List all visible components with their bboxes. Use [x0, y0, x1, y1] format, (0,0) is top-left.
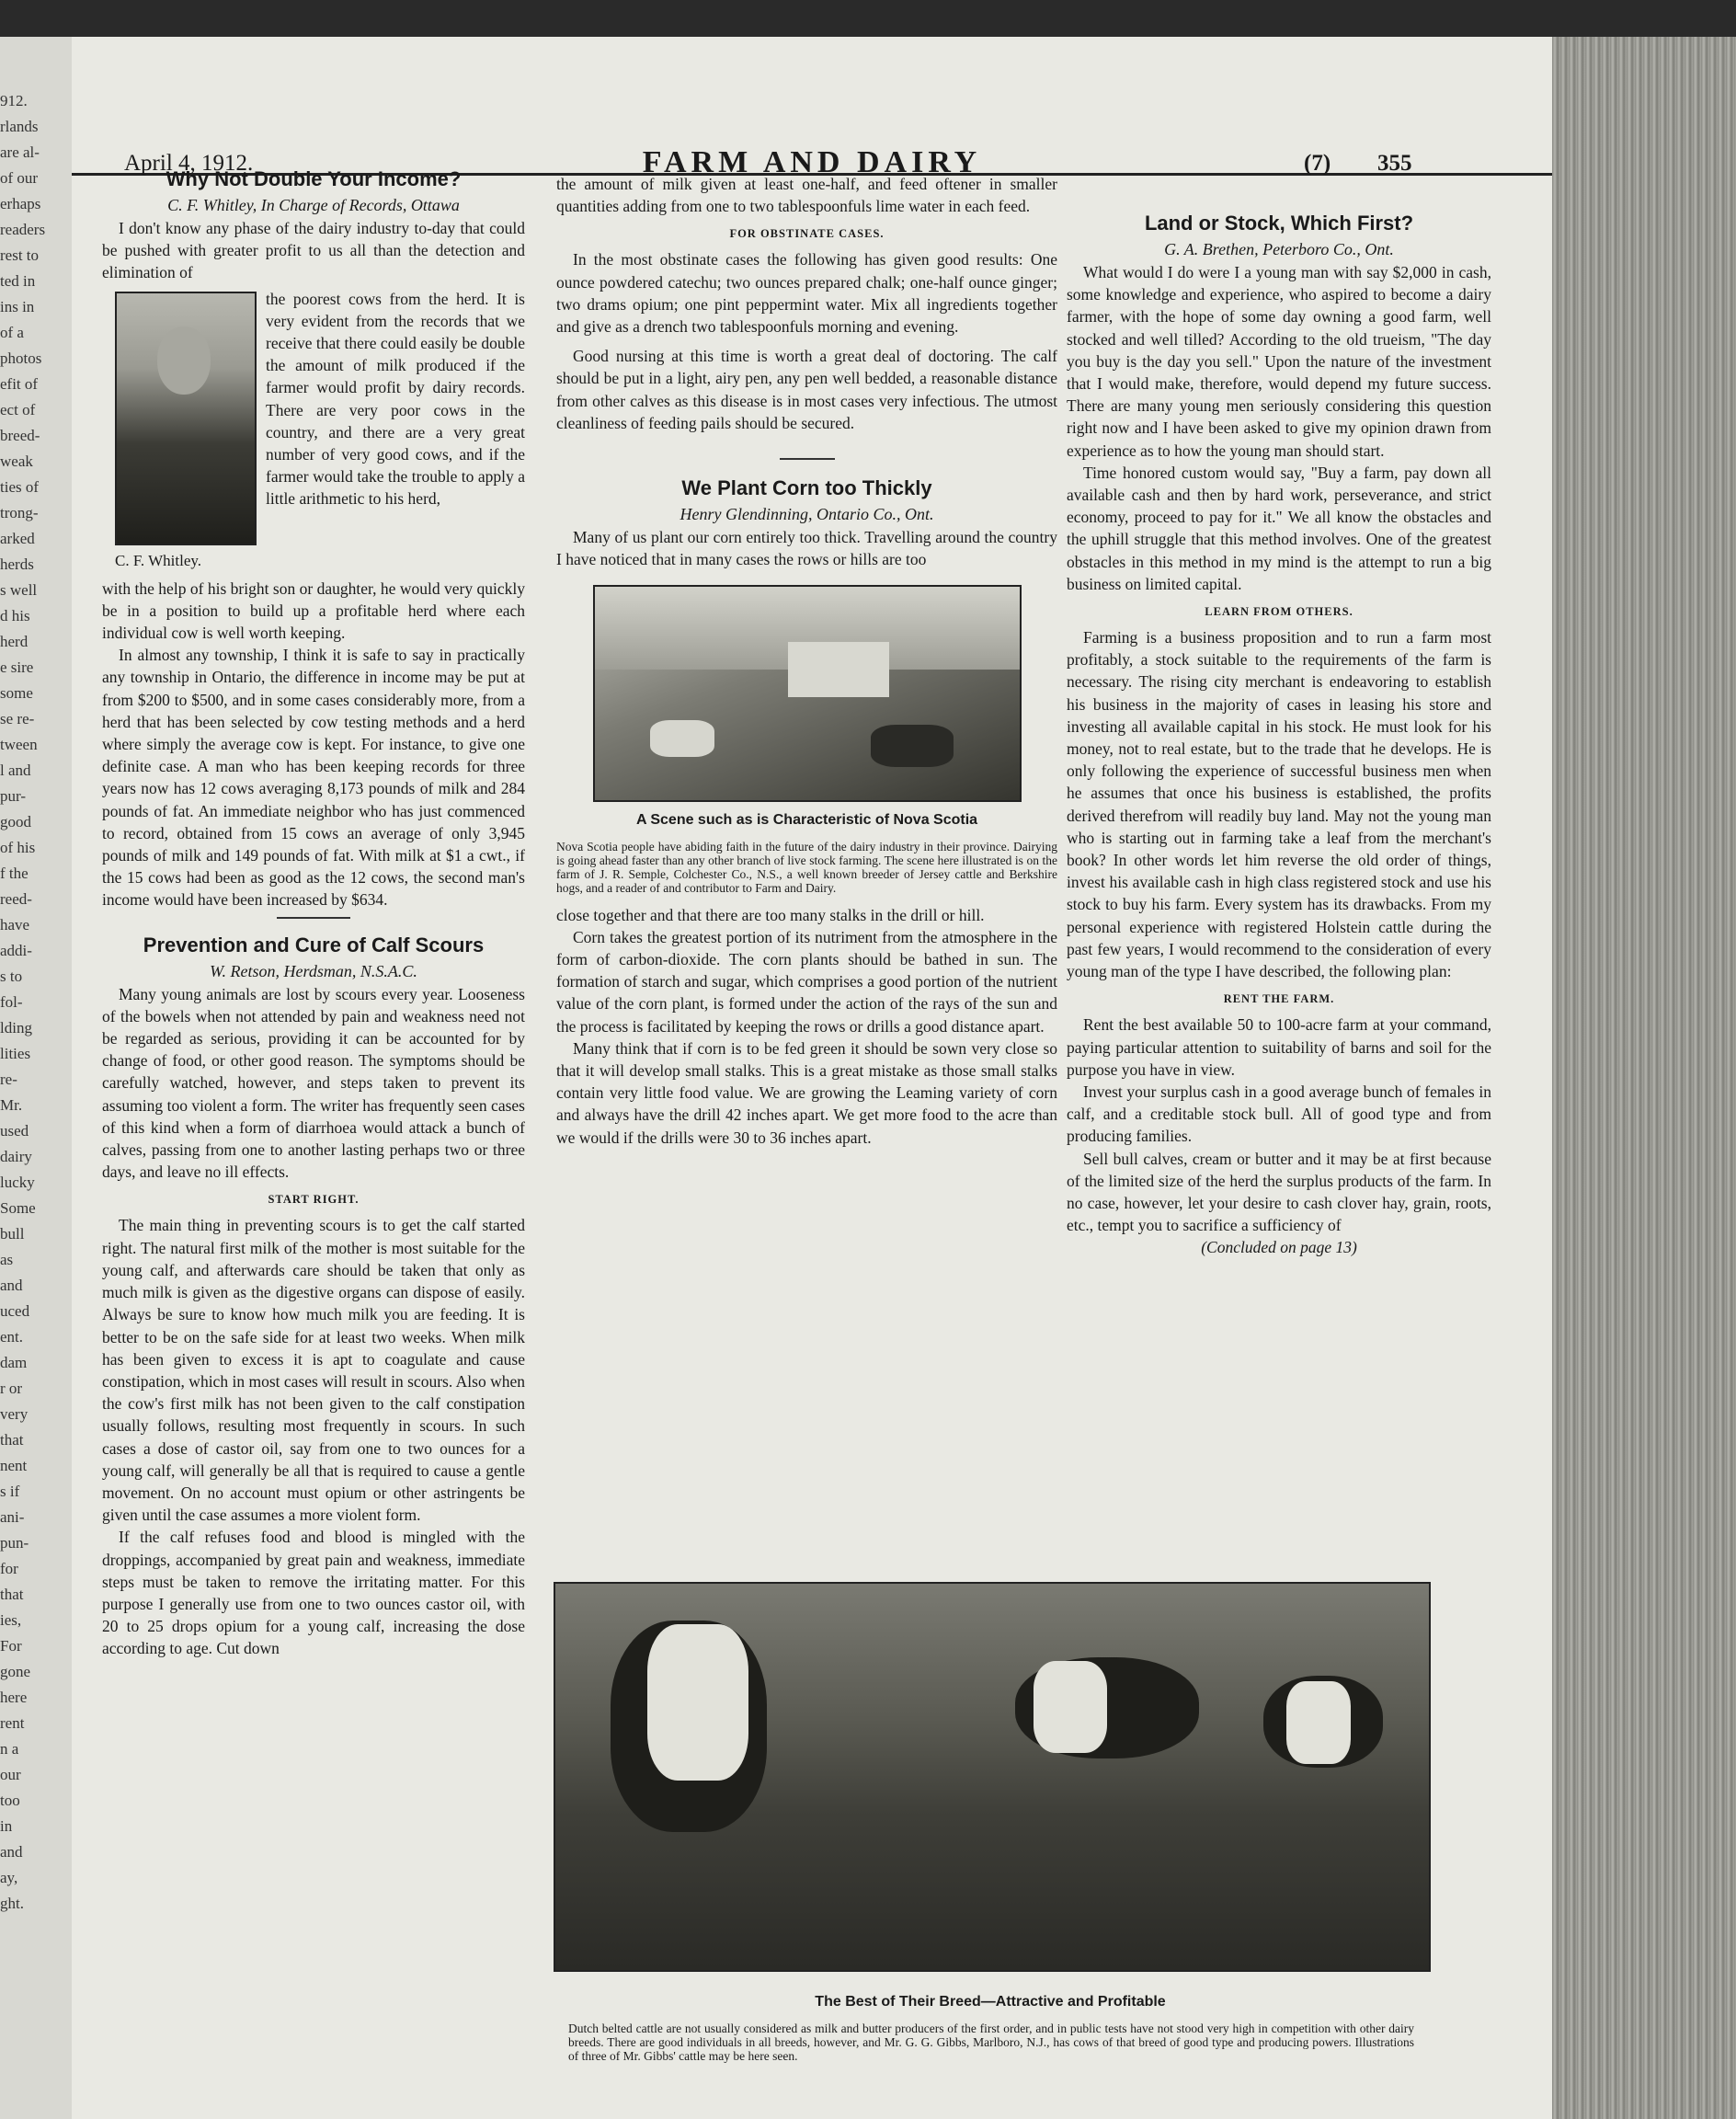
barn [788, 642, 889, 697]
subhead-start-right: START RIGHT. [268, 1193, 360, 1207]
article3-byline: Henry Glendinning, Ontario Co., Ont. [680, 505, 934, 524]
previous-page-fragment: have [0, 916, 30, 934]
article3-paragraph-3: Many think that if corn is to be fed green it should be sown very close so that it will develop small stalks. This is a great mistake as those small stalks contain very little food value. We are growing the Leaming variety of corn and always have the drill 42 inches apart. We get more food to the acre than we would if the drills were 30 to 36 inches apart. [556, 1038, 1057, 1147]
previous-page-fragment: weak [0, 452, 33, 470]
newspaper-page [72, 37, 1552, 2119]
previous-page-fragment: s if [0, 1483, 20, 1500]
portrait-photo [115, 292, 257, 545]
previous-page-fragment: tween [0, 736, 38, 753]
cow [871, 725, 954, 767]
subhead-learn-from-others: LEARN FROM OTHERS. [1205, 605, 1353, 619]
bottom-photo-title: The Best of Their Breed—Attractive and Profitable [815, 1994, 1166, 2010]
previous-page-fragment: dairy [0, 1148, 32, 1165]
previous-page-fragment: ted in [0, 272, 36, 290]
previous-page-fragment: se re- [0, 710, 35, 727]
article2-paragraph-4: the amount of milk given at least one-half, and feed oftener in smaller quantities adding from one to two tablespoonfuls lime water in each feed. [556, 175, 1057, 216]
previous-page-fragment: very [0, 1405, 29, 1423]
nova-scotia-photo [593, 585, 1022, 802]
previous-page-fragment: as [0, 1251, 14, 1268]
article4-paragraph-4: Rent the best available 50 to 100-acre farm at your command, paying particular attention to suitability of barns and soil for the purpose you have in view. [1067, 1015, 1491, 1079]
article2-paragraph-2: The main thing in preventing scours is to get the calf started right. The natural first milk of the mother is most suitable for the young calf, and afterwards care should be taken that only as much milk is given as the digestive organs can dispose of easily. Always be sure to know how much milk you are feeding. It is better to be on the safe side for at least two weeks. When milk has been given to excess it is apt to coagulate and cause constipation, which in most cases will result in scours. Also when the cow's first milk has not been given to the calf constipation usually follows, resulting most frequently in scours. In such cases a dose of castor oil, say from one to two ounces for a young calf, will generally be all that is required to cause a gentle movement. On no account must opium or other astringents be given until the case assumes a more violent form. [102, 1216, 525, 1525]
previous-page-fragment: fol- [0, 993, 23, 1011]
previous-page-fragment: efit of [0, 375, 39, 393]
article2-paragraph-6: Good nursing at this time is worth a great deal of doctoring. The calf should be put in a light, airy pen, any pen well bedded, a reasonable distance from other calves as this disease is in most cases very infectious. The utmost cleanliness of feeding pails should be secured. [556, 347, 1057, 432]
cow [650, 720, 714, 757]
article3-paragraph-2: Corn takes the greatest portion of its nutriment from the atmosphere in the form of carbon-dioxide. The corn plants should be bathed in sun. The formation of starch and sugar, which comprises a good portion of the nutrient value of the corn plant, is formed under the action of the rays of the sun and the process is facilitated by keeping the rows or drills a good distance apart. [556, 927, 1057, 1036]
article1-byline: C. F. Whitley, In Charge of Records, Ottawa [167, 196, 460, 214]
dutch-belted-cattle-photo [554, 1582, 1431, 1972]
previous-page-fragment: lding [0, 1019, 32, 1037]
previous-page-fragment: s to [0, 968, 23, 985]
previous-page-fragment: ins in [0, 298, 35, 315]
article1-paragraph-2: In almost any township, I think it is safe to say in practically any township in Ontario, the difference in income may be put at from $200 to $500, and in some cases considerably more, from a herd that has been selected by cow testing methods and a herd where simply the average cow is kept. For instance, to give one definite case. A man who has been keeping records for three years now has 12 cows averaging 8,173 pounds of milk and 284 pounds of fat. An immediate neighbor who has just commenced to record, obtained from 15 cows an average of only 3,945 pounds of milk and 149 pounds of fat. With milk at $1 a cwt., if the 15 cows had been as good as the 12 cows, the second man's income would have been increased by $634. [102, 646, 525, 910]
article4-paragraph-5: Invest your surplus cash in a good average bunch of females in calf, and a creditable stock bull. All of good type and from producing families. [1067, 1082, 1491, 1146]
previous-page-fragment: gone [0, 1663, 31, 1680]
previous-page-fragment: reed- [0, 890, 32, 908]
previous-page-fragment: herds [0, 556, 34, 573]
previous-page-fragment: some [0, 684, 33, 702]
article1-intro: I don't know any phase of the dairy industry to-day that could be pushed with greater profit to us all than the detection and elimination of [102, 219, 525, 282]
previous-page-fragment: uced [0, 1302, 30, 1320]
previous-page-fragment: l and [0, 762, 31, 779]
previous-page-fragment: are al- [0, 143, 40, 161]
article4-paragraph-2: Time honored custom would say, "Buy a farm, pay down all available cash and then by hard work, perseverance, and strict economy, proceed to pay for it." We all know the obstacles and the uphill struggle that this method involves. One of the greatest obstacles in this method in my mind is the attempt to run a big business on limited capital. [1067, 463, 1491, 593]
article1-title: Why Not Double Your Income? [166, 167, 462, 190]
article1-wrap-tail: with the help of his bright son or daughter, he would very quickly be in a position to build up a profitable herd where each individual cow is well worth keeping. [102, 578, 525, 643]
continued-notice: (Concluded on page 13) [1201, 1238, 1357, 1257]
previous-page-fragment: r or [0, 1380, 23, 1397]
article1-wrap-text: the poorest cows from the herd. It is very evident from the records that we receive that there could easily be double the amount of milk produced if the farmer would profit by dairy records. There are very poor cows in the country, and there are a very great number of very good cows, and if the farmer would take the trouble to apply a little arithmetic to his herd, [266, 289, 525, 509]
previous-page-fragment: ies, [0, 1611, 22, 1629]
previous-page-fragment: s well [0, 581, 38, 599]
article4-byline: G. A. Brethen, Peterboro Co., Ont. [1164, 240, 1394, 258]
previous-page-fragment: that [0, 1586, 24, 1603]
issue-date: April 4, 1912. [124, 151, 254, 176]
previous-page-fragment: for [0, 1560, 18, 1577]
previous-page-fragment: lucky [0, 1174, 35, 1191]
previous-page-fragment: n a [0, 1740, 19, 1758]
article3-title: We Plant Corn too Thickly [681, 476, 932, 500]
previous-page-fragment: photos [0, 349, 42, 367]
previous-page-fragment: lities [0, 1045, 31, 1062]
divider [277, 917, 350, 919]
divider [780, 458, 835, 460]
column-1 [102, 166, 525, 1660]
previous-page-fragment: Some [0, 1199, 36, 1217]
previous-page-fragment: nent [0, 1457, 28, 1474]
previous-page-fragment: dam [0, 1354, 28, 1371]
previous-page-fragment: in [0, 1817, 13, 1835]
previous-page-fragment: 912. [0, 92, 28, 109]
portrait-wrap [102, 288, 525, 578]
cow-belt [647, 1624, 748, 1781]
previous-page-fragment: that [0, 1431, 24, 1449]
article4-paragraph-3: Farming is a business proposition and to run a farm most profitably, a stock suitable to the requirements of the farm is necessary. The rising city merchant is endeavoring to establish his business in the majority of cases in leasing his store and investing all available capital in his stock. He must look for his money, not to real estate, but to the trade that he develops. He is only following the experience of successful business men when he assumes that once his business is established, the profits derived therefrom will readily buy land. May not the young man who is starting out in farming take a leaf from the merchant's book? In other words let him reverse the old order of things, invest his available cash in high class registered stock and use his stock to buy his farm. Every system has its drawbacks. From my personal experience with registered Holstein cattle during the past few years, I would recommend to the consideration of every young man of the type I have described, the following plan: [1067, 628, 1491, 981]
previous-page-fragment: herd [0, 633, 29, 650]
subhead-obstinate: FOR OBSTINATE CASES. [729, 227, 885, 241]
previous-page-fragment: d his [0, 607, 30, 624]
previous-page-fragment: ght. [0, 1895, 24, 1912]
previous-page-margin [0, 37, 72, 2119]
previous-page-fragment: of a [0, 324, 24, 341]
previous-page-fragment: and [0, 1277, 23, 1294]
article4-title: Land or Stock, Which First? [1144, 212, 1414, 235]
previous-page-fragment: erhaps [0, 195, 41, 212]
previous-page-fragment: trong- [0, 504, 39, 521]
section-page: (7) [1304, 151, 1331, 176]
previous-page-fragment: of our [0, 169, 39, 187]
previous-page-fragment: of his [0, 839, 36, 856]
previous-page-fragment: pun- [0, 1534, 29, 1552]
column-2 [556, 173, 1057, 1149]
article2-paragraph-1: Many young animals are lost by scours every year. Looseness of the bowels when not attended by pain and weakness need not be regarded as serious, providing it can be accounted for by change of food, or other good reason. The symptoms should be carefully watched, however, and steps taken to prevent its assuming too violent a form. The writer has frequently seen cases of this kind when a form of diarrhoea would attack a bunch of calves, passing from one to another lasting perhaps two or three days, and leave no ill effects. [102, 984, 525, 1182]
previous-page-fragment: rest to [0, 246, 40, 264]
previous-page-fragment: e sire [0, 659, 34, 676]
page-number: 355 [1377, 151, 1412, 176]
previous-page-fragment: ties of [0, 478, 40, 496]
article2-paragraph-5: In the most obstinate cases the following has given good results: One ounce powdered catechu; two ounces prepared chalk; one-half ounce ginger; two drams opium; one pint peppermint water. Mix all ingredients together and give as a drench two tablespoonfuls morning and evening. [556, 250, 1057, 337]
article2-title: Prevention and Cure of Calf Scours [143, 933, 485, 956]
page-stack-edge [1552, 37, 1736, 2119]
portrait-face [157, 326, 211, 395]
article2-byline: W. Retson, Herdsman, N.S.A.C. [210, 961, 417, 980]
article4-paragraph-6: Sell bull calves, cream or butter and it may be at first because of the limited size of the herd the surplus products of the farm. In no case, however, let your desire to cash clover hay, grain, roots, etc., tempt you to sacrifice a sufficiency of [1067, 1149, 1491, 1235]
previous-page-fragment: too [0, 1792, 20, 1809]
previous-page-fragment: Mr. [0, 1096, 23, 1114]
previous-page-fragment: ect of [0, 401, 36, 418]
previous-page-fragment: and [0, 1843, 23, 1861]
previous-page-fragment: addi- [0, 942, 32, 959]
previous-page-fragment: ay, [0, 1869, 18, 1886]
previous-page-fragment: used [0, 1122, 29, 1140]
cow-belt [1286, 1681, 1351, 1764]
previous-page-fragment: readers [0, 221, 46, 238]
article2-paragraph-3: If the calf refuses food and blood is mingled with the droppings, accompanied by great pain and weakness, immediate steps must be taken to remove the irritating matter. For this purpose I generally use from one to two ounces castor oil, with 20 to 25 drops opium for a young calf, increasing the dose according to age. Cut down [102, 1528, 525, 1658]
column-3 [1067, 210, 1491, 1259]
previous-page-fragment: arked [0, 530, 35, 547]
previous-page-fragment: here [0, 1689, 28, 1706]
bottom-photo-caption: Dutch belted cattle are not usually considered as milk and butter producers of the first order, and in public tests have not stood very high in competition with other dairy breeds. There are good individuals in all breeds, however, and Mr. G. G. Gibbs, Marlboro, N.J., has cows of that breed of good type and producing powers. Illustrations of three of Mr. Gibbs' cattle may be here seen. [568, 2022, 1414, 2063]
nova-scotia-photo-title: A Scene such as is Characteristic of Nova Scotia [635, 812, 978, 829]
article3-paragraph-1b: close together and that there are too many stalks in the drill or hill. [556, 905, 985, 924]
previous-page-fragment: rent [0, 1714, 25, 1732]
previous-page-fragment: pur- [0, 787, 26, 805]
previous-page-fragment: For [0, 1637, 22, 1655]
previous-page-fragment: f the [0, 865, 29, 882]
previous-page-fragment: good [0, 813, 31, 830]
previous-page-fragment: re- [0, 1071, 17, 1088]
cow-belt [1034, 1661, 1107, 1753]
previous-page-fragment: ent. [0, 1328, 24, 1346]
previous-page-fragment: bull [0, 1225, 25, 1243]
masthead: FARM AND DAIRY [642, 145, 982, 179]
article3-paragraph-1: Many of us plant our corn entirely too thick. Travelling around the country I have noticed that in many cases the rows or hills are too [556, 528, 1057, 569]
previous-page-fragment: our [0, 1766, 21, 1783]
article4-paragraph-1: What would I do were I a young man with say $2,000 in cash, some knowledge and experience, who aspired to become a dairy farmer, with the hope of some day owning a good farm, well stocked and well tilled? According to the old trueism, "The day you buy is the day you sell." Upon the nature of the investment that I would make, therefore, would depend my future success. There are many young men seriously considering this question right now and I have been asked to give my opinion drawn from experience as to how the young man should start. [1067, 263, 1491, 460]
nova-scotia-photo-caption: Nova Scotia people have abiding faith in the future of the dairy industry in their province. Dairying is going ahead faster than any other branch of live stock farming. The scene here illustrated is on the farm of J. R. Semple, Colchester Co., N.S., a well known breeder of Jersey cattle and Berkshire hogs, and a reader of and contributor to Farm and Dairy. [556, 839, 1057, 895]
previous-page-fragment: rlands [0, 118, 39, 135]
portrait-caption: C. F. Whitley. [115, 551, 202, 569]
previous-page-fragment: breed- [0, 427, 40, 444]
previous-page-fragment: ani- [0, 1508, 25, 1526]
subhead-rent-the-farm: RENT THE FARM. [1223, 992, 1335, 1006]
